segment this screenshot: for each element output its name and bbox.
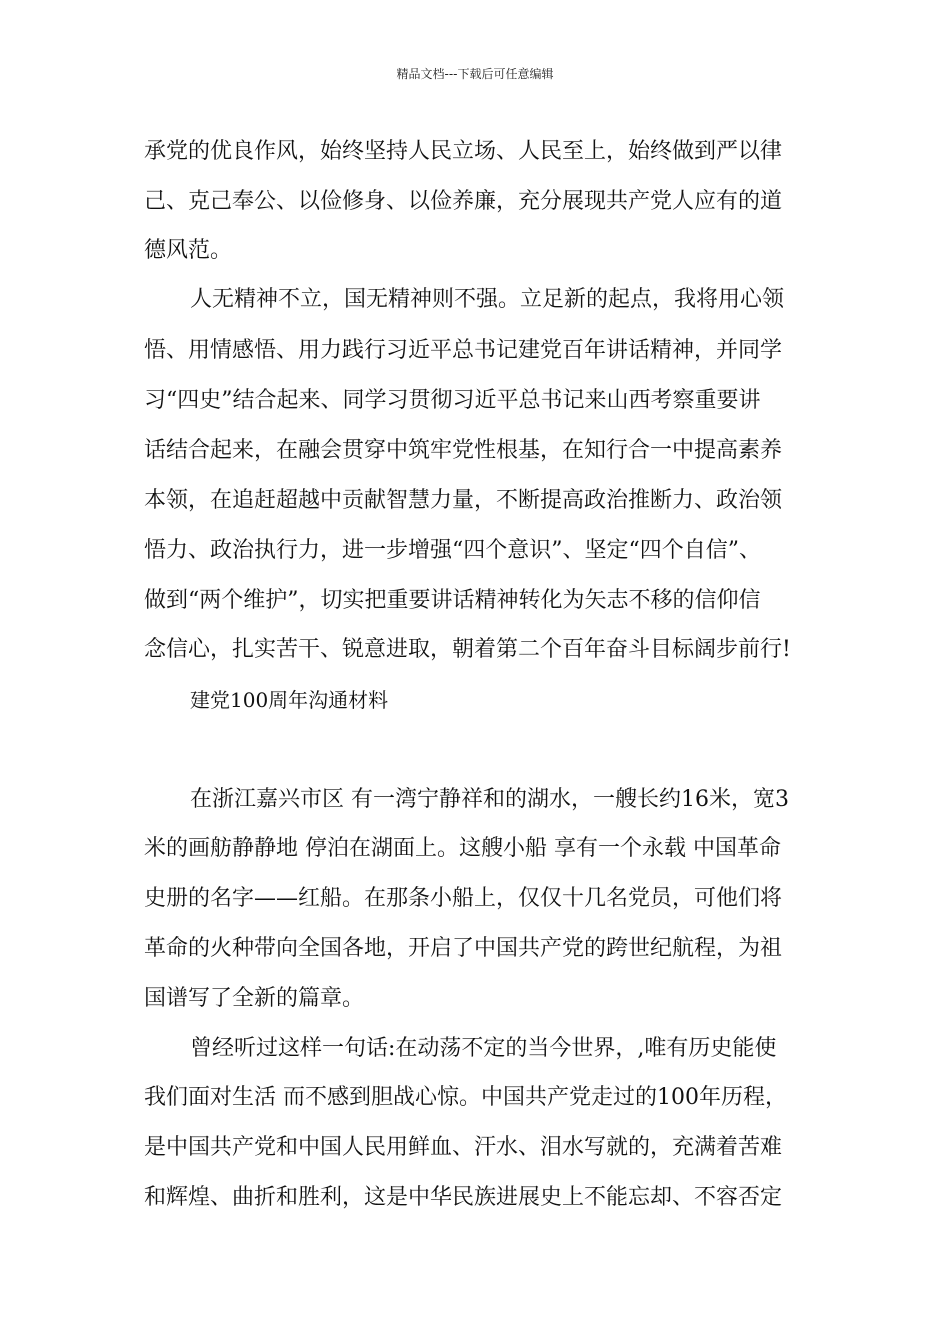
body-line: 史册的名字——红船。在那条小船上，仅仅十几名党员，可他们将: [144, 886, 783, 911]
paragraph-first-line: 人无精神不立，国无精神则不强。立足新的起点，我将用心领: [190, 287, 785, 312]
paragraph-first-line: 曾经听过这样一句话:在动荡不定的当今世界，,唯有历史能使: [190, 1036, 777, 1061]
paragraph-first-line: 在浙江嘉兴市区 有一湾宁静祥和的湖水，一艘长约16米，宽3: [190, 787, 789, 812]
body-line: 念信心，扎实苦干、锐意进取，朝着第二个百年奋斗目标阔步前行!: [144, 637, 791, 662]
body-line: 本领，在追赶超越中贡献智慧力量，不断提高政治推断力、政治领: [144, 488, 783, 513]
body-line: 德风范。: [144, 238, 233, 263]
body-line: 话结合起来，在融会贯穿中筑牢党性根基，在知行合一中提高素养: [144, 438, 783, 463]
body-line: 悟力、政治执行力，进一步增强“四个意识”、坚定“四个自信”、: [144, 538, 761, 563]
body-line: 革命的火种带向全国各地，开启了中国共产党的跨世纪航程，为祖: [144, 936, 783, 961]
body-line: 悟、用情感悟、用力践行习近平总书记建党百年讲话精神，并同学: [144, 338, 783, 363]
body-line: 我们面对生活 而不感到胆战心惊。中国共产党走过的100年历程，: [144, 1085, 787, 1110]
body-line: 和辉煌、曲折和胜利，这是中华民族进展史上不能忘却、不容否定: [144, 1185, 783, 1210]
body-line: 国谱写了全新的篇章。: [144, 986, 365, 1011]
body-line: 己、克己奉公、以俭修身、以俭养廉，充分展现共产党人应有的道: [144, 189, 783, 214]
body-line: 承党的优良作风，始终坚持人民立场、人民至上，始终做到严以律: [144, 139, 783, 164]
body-line: 习“四史”结合起来、同学习贯彻习近平总书记来山西考察重要讲: [144, 388, 761, 413]
section-title: 建党100周年沟通材料: [190, 688, 389, 712]
body-line: 是中国共产党和中国人民用鲜血、汗水、泪水写就的，充满着苦难: [144, 1135, 783, 1160]
body-line: 米的画舫静静地 停泊在湖面上。这艘小船 享有一个永载 中国革命: [144, 836, 781, 861]
body-line: 做到“两个维护”，切实把重要讲话精神转化为矢志不移的信仰信: [144, 588, 761, 613]
page-header: 精品文档---下载后可任意编辑: [396, 67, 554, 81]
